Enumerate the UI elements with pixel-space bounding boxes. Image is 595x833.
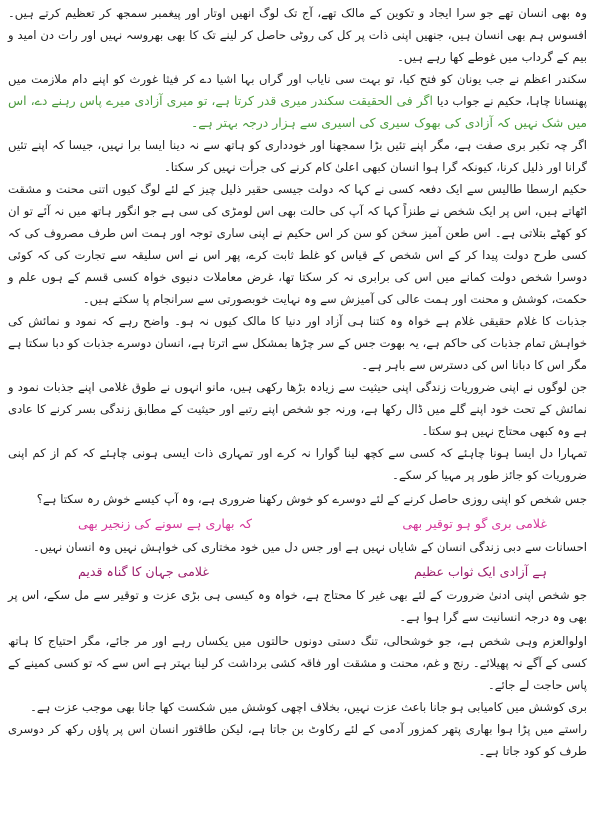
paragraph-resolute: اولوالعزم وہی شخص ہے، جو خوشحالی، تنگ دستی دونوں حالتوں میں یکساں رہے اور مر جائے، مگر احتیاج کا ہاتھ کسی کے آگے نہ پھیلائے۔ رنج و غم، محنت و مشقت اور فاقہ کشی برداشت کر لینا بہتر ہے اس سے کہ تو کسی کمینے کے پاس حاجت لے جائے۔ <box>8 634 587 692</box>
paragraph-passions: جذبات کا غلام حقیقی غلام ہے خواہ وہ کتنا ہی آزاد اور دنیا کا مالک کیوں نہ ہو۔ واضح رہے کہ نمود و نمائش کی خواہش تمام جذبات کی حاکم ہے، یہ بھوت جس کے سر چڑھا بمشکل سے اترتا ہے، انسان دوسرے جذبات کو دبا سکتا ہے مگر اس کا دبانا اس کی دسترس سے باہر ہے۔ <box>8 314 587 372</box>
paragraph-pride: اگر چہ تکبر بری صفت ہے، مگر اپنے تئیں بڑا سمجھنا اور خودداری کو ہاتھ سے نہ دینا ایسا برا نہیں، جیسا کہ اپنے تئیں گرانا اور ذلیل کرنا، کیونکہ گرا ہوا انسان کبھی اعلیٰ کام کرنے کی جرأت نہیں کر سکتا۔ <box>8 138 587 174</box>
couplet-one-left-verse: کہ بھاری ہے سونے کی زنجیر بھی <box>78 515 252 531</box>
paragraph-aristotle: حکیم ارسطا طالیس سے ایک دفعہ کسی نے کہا کہ دولت جیسی حقیر ذلیل چیز کے لئے لوگ کیوں اتنی محنت و مشقت اٹھاتے ہیں، اس پر ایک شخص نے طنزاً کہا کہ آپ کی حالت بھی اس لومڑی کی سی ہے جو انگور ہاتھ میں نہ آئے تو ان کو کھٹے بتلاتی ہے۔ اس طعن آمیز سخن کو سن کر اس حکیم نے اپنی ساری توجہ اور ہمت اس طرف مصروف کی کہ کسی طرح دولت پیدا کر کے اس شخص کے قیاس کو غلط ثابت کرے، پھر اس نے اس سلیقہ سے تجارت کی کہ کوئی دوسرا شخص دولت کمانے میں اس کی برابری نہ کر سکتا تھا، غرض معاملات دنیوی خواہ کسی قسم کے ہوں علم و حکمت، کوشش و محنت اور ہمت عالی کی آمیزش سے وہ نہایت خوبصورتی سے سرانجام پا سکتے ہیں۔ <box>8 182 587 306</box>
couplet-two-right-verse: ہے آزادی ایک ثواب عظیم <box>414 563 547 579</box>
paragraph-alexander <box>8 68 587 134</box>
paragraph-favors: احسانات سے دبی زندگی انسان کے شایاں نہیں ہے اور جس دل میں خود مختاری کی خواہش نہیں وہ انسان نہیں۔ <box>33 540 587 554</box>
paragraph-heart: تمہارا دل ایسا ہونا چاہئے کہ کسی سے کچھ لینا گوارا نہ کرے اور تمہاری ذات ایسی ہونی چاہئے کہ کم از کم اپنی ضروریات کو جائز طور پر مہیا کر سکے۔ <box>8 446 587 482</box>
couplet-one <box>8 510 587 536</box>
paragraph-alexander-text: سکندر اعظم نے جب یونان کو فتح کیا، تو بہت سی نایاب اور گراں بہا اشیا دے کر فیثا غورث کو اپنے دام ملازمت میں پھنسانا چاہا، حکیم نے جواب دیا <box>8 72 588 108</box>
couplet-one-right-verse: غلامی بری گو ہو توقیر بھی <box>402 515 547 531</box>
paragraph-prophets: وہ بھی انسان تھے جو سرا ایجاد و تکوین کے مالک تھے، آج تک لوگ انھیں اوتار اور پیغمبر سمجھ کر تعظیم کرتے ہیں۔ افسوس ہم بھی انسان ہیں، جنھیں اپنی ذات پر کل کی روٹی حاصل کر لینے تک کا بھی بھروسہ نہیں اور رات دن امید و بیم کے گرداب میں غوطے کھا رہے ہیں۔ <box>8 6 587 64</box>
paragraph-livelihood: جس شخص کو اپنی روزی حاصل کرنے کے لئے دوسرے کو خوش رکھنا ضروری ہے، وہ آپ کیسے خوش رہ سکتا ہے؟ <box>36 492 587 506</box>
highlighted-quote: اگر فی الحقیقت سکندر میری قدر کرتا ہے، تو میری آزادی میرے پاس رہنے دے، اس میں شک نہیں کہ آزادی کی بھوک سیری کی اسیری سے ہزار درجہ بہتر ہے۔ <box>8 93 587 130</box>
couplet-two-left-verse: غلامی جہان کا گناہ قدیم <box>78 563 209 579</box>
paragraph-necessities: جن لوگوں نے اپنی ضروریات زندگی اپنی حیثیت سے زیادہ بڑھا رکھی ہیں، مانو انہوں نے طوق غلامی اپنے جذبات نمود و نمائش کے تحت خود اپنے گلے میں ڈال رکھا ہے، ورنہ جو شخص اپنے رتبے اور حیثیت کے مطابق زندگی بسر کرنے کا عادی ہے وہ کبھی محتاج نہیں ہو سکتا۔ <box>8 380 587 438</box>
couplet-two <box>8 558 587 584</box>
paragraph-effort: بری کوشش میں کامیابی ہو جانا باعث عزت نہیں، بخلاف اچھی کوشش میں شکست کھا جانا بھی موجب عزت ہے۔ <box>30 700 587 714</box>
paragraph-stone: راستے میں پڑا ہوا بھاری پتھر کمزور آدمی کے لئے رکاوٹ بن جاتا ہے، لیکن طاقتور انسان اس پر پاؤں رکھ کر دوسری طرف کو کود جاتا ہے۔ <box>8 722 587 758</box>
paragraph-dependence: جو شخص اپنی ادنیٰ ضرورت کے لئے بھی غیر کا محتاج ہے، خواہ وہ کیسی ہی بڑی عزت و توقیر سے مل سکے، اس پر بھی وہ درجہ انسانیت سے گرا ہوا ہے۔ <box>8 588 587 624</box>
